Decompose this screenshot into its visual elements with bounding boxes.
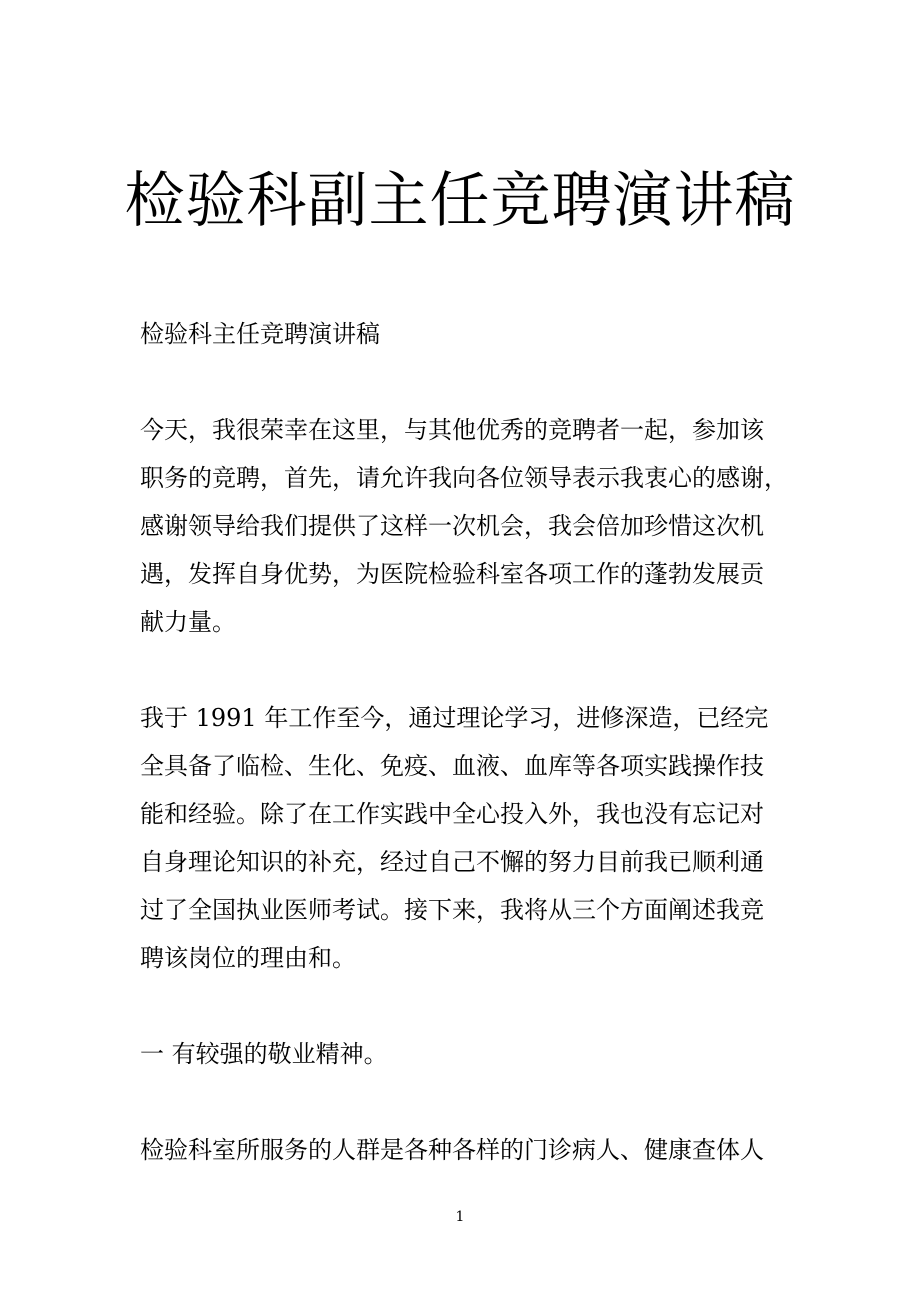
paragraph-line: 检验科室所服务的人群是各种各样的门诊病人、健康查体人 bbox=[140, 1136, 764, 1164]
paragraph-intro bbox=[140, 406, 788, 646]
paragraph-line: 感谢领导给我们提供了这样一次机会，我会倍加珍惜这次机 bbox=[140, 512, 764, 540]
paragraph-line: 聘该岗位的理由和。 bbox=[140, 944, 356, 972]
paragraph-line: 献力量。 bbox=[140, 608, 236, 636]
page-number: 1 bbox=[455, 1209, 465, 1225]
document-title: 检验科副主任竞聘演讲稿 bbox=[124, 166, 796, 236]
paragraph-line: 职务的竞聘，首先，请允许我向各位领导表示我衷心的感谢， bbox=[140, 464, 788, 492]
paragraph-line: 我于 1991 年工作至今，通过理论学习，进修深造，已经完 bbox=[140, 704, 769, 732]
paragraph-line: 过了全国执业医师考试。接下来，我将从三个方面阐述我竞 bbox=[140, 896, 764, 924]
paragraph-service bbox=[140, 1126, 788, 1174]
paragraph-line: 今天，我很荣幸在这里，与其他优秀的竞聘者一起，参加该 bbox=[140, 416, 764, 444]
document-subtitle: 检验科主任竞聘演讲稿 bbox=[140, 320, 380, 348]
paragraph-line: 自身理论知识的补充，经过自己不懈的努力目前我已顺利通 bbox=[140, 848, 764, 876]
paragraph-experience bbox=[140, 694, 788, 982]
section-heading: 一 有较强的敬业精神。 bbox=[140, 1040, 388, 1068]
paragraph-line: 全具备了临检、生化、免疫、血液、血库等各项实践操作技 bbox=[140, 752, 764, 780]
paragraph-line: 遇，发挥自身优势，为医院检验科室各项工作的蓬勃发展贡 bbox=[140, 560, 764, 588]
paragraph-line: 能和经验。除了在工作实践中全心投入外，我也没有忘记对 bbox=[140, 800, 764, 828]
